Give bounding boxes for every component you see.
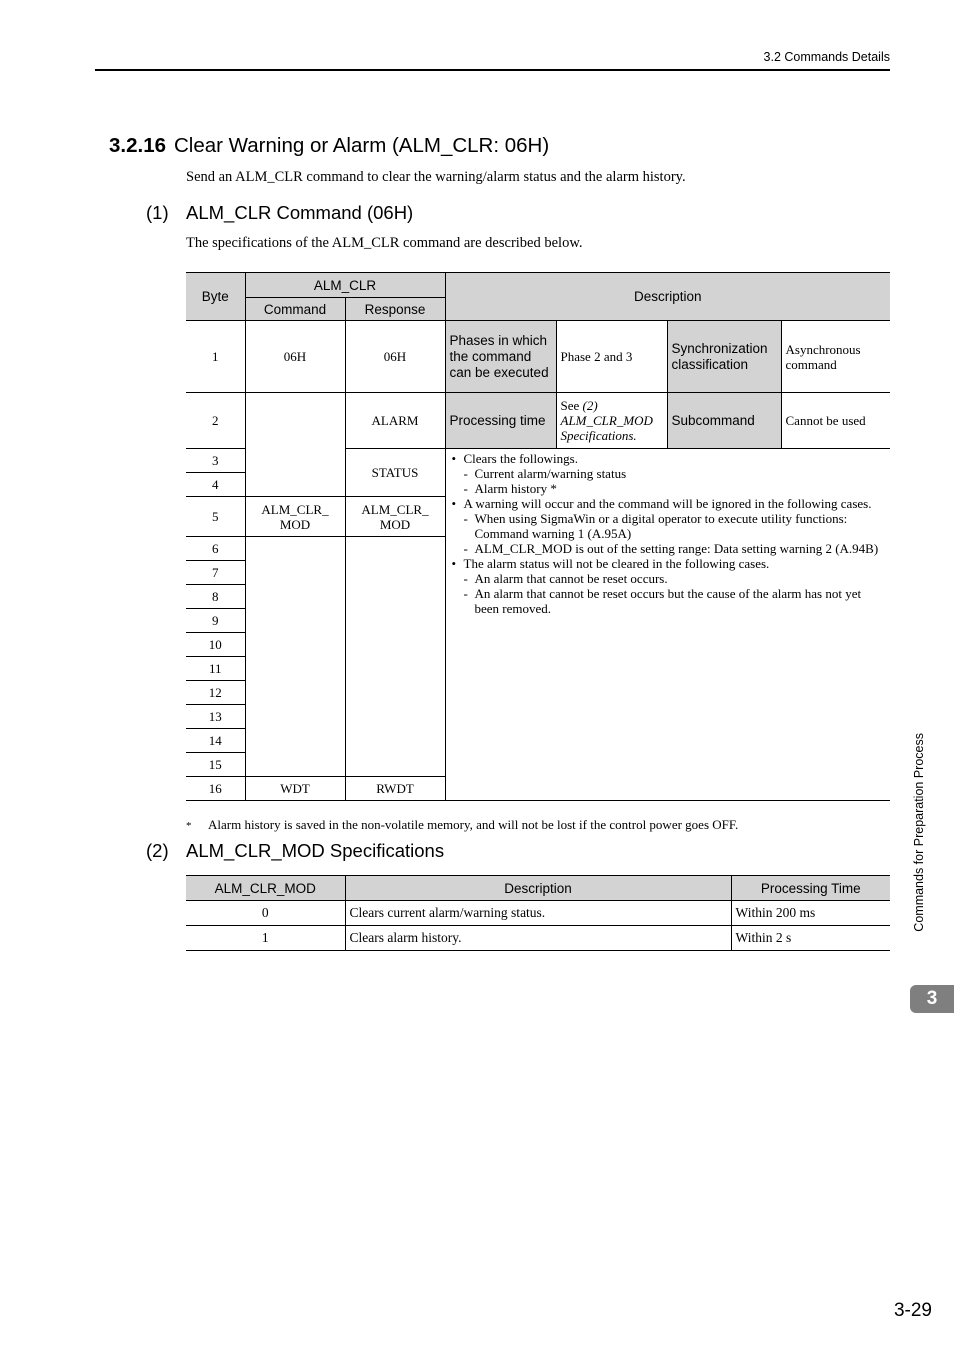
byte-cell: 2: [186, 393, 245, 449]
header-processing-time: Processing Time: [731, 876, 890, 901]
subsection-1-heading: [146, 202, 413, 224]
byte-cell: 9: [186, 609, 245, 633]
table-row: [186, 901, 890, 926]
subsection-2-number: (2): [146, 840, 169, 861]
footnote-text: Alarm history is saved in the non-volatile memory, and will not be lost if the control power goes OFF.: [208, 817, 739, 832]
mod-cell: 0: [186, 901, 345, 926]
table-row: [186, 393, 890, 449]
alm-clr-command-table: [186, 272, 890, 801]
section-intro: Send an ALM_CLR command to clear the warning/alarm status and the alarm history.: [186, 169, 686, 185]
header-description: Description: [445, 273, 890, 321]
byte-cell: 3: [186, 449, 245, 473]
sync-value: Asynchronous command: [781, 321, 890, 393]
description-cell: [445, 449, 890, 801]
subcommand-value: Cannot be used: [781, 393, 890, 449]
phases-label: Phases in which the command can be executed: [445, 321, 556, 393]
mod-cell: 1: [186, 926, 345, 951]
byte-cell: 4: [186, 473, 245, 497]
description-dash-item: - An alarm that cannot be reset occurs.: [452, 571, 885, 586]
response-cell: ALARM: [345, 393, 445, 449]
description-dash-item: - Alarm history *: [452, 481, 885, 496]
byte-cell: 6: [186, 537, 245, 561]
response-cell: 06H: [345, 321, 445, 393]
phases-value: Phase 2 and 3: [556, 321, 667, 393]
section-title-text: Clear Warning or Alarm (ALM_CLR: 06H): [174, 134, 550, 157]
footnote-mark: *: [186, 820, 192, 832]
header-mod: ALM_CLR_MOD: [186, 876, 345, 901]
table-header-row: [186, 273, 890, 298]
subsection-2-heading: [146, 840, 444, 862]
description-dash-item: - ALM_CLR_MOD is out of the setting range: Data setting warning 2 (A.94B): [452, 541, 885, 556]
description-bullet: • The alarm status will not be cleared in the following cases.: [452, 556, 885, 571]
byte-cell: 7: [186, 561, 245, 585]
processing-time-value: [556, 393, 667, 449]
subcommand-label: Subcommand: [667, 393, 781, 449]
byte-cell: 11: [186, 657, 245, 681]
byte-cell: 15: [186, 753, 245, 777]
command-cell: 06H: [245, 321, 345, 393]
header-alm-clr: ALM_CLR: [245, 273, 445, 298]
header-rule: [95, 69, 890, 71]
header-byte: Byte: [186, 273, 245, 321]
chapter-tab: 3: [910, 985, 954, 1013]
command-cell: WDT: [245, 777, 345, 801]
description-cell: Clears current alarm/warning status.: [345, 901, 731, 926]
subsection-1-title: ALM_CLR Command (06H): [186, 202, 414, 223]
chapter-side-title: Commands for Preparation Process: [912, 733, 926, 932]
header-description: Description: [345, 876, 731, 901]
response-cell: RWDT: [345, 777, 445, 801]
header-command: Command: [245, 298, 345, 321]
processing-time-label: Processing time: [445, 393, 556, 449]
subsection-1-intro: The specifications of the ALM_CLR command are described below.: [186, 235, 583, 251]
byte-cell: 10: [186, 633, 245, 657]
table-row: [186, 321, 890, 393]
running-header: 3.2 Commands Details: [763, 50, 890, 64]
time-cell: Within 2 s: [731, 926, 890, 951]
description-dash-item: - Current alarm/warning status: [452, 466, 885, 481]
byte-cell: 16: [186, 777, 245, 801]
response-cell-empty: [345, 537, 445, 777]
section-number: 3.2.16: [109, 134, 166, 157]
byte-cell: 12: [186, 681, 245, 705]
response-cell: ALM_CLR_ MOD: [345, 497, 445, 537]
byte-cell: 5: [186, 497, 245, 537]
byte-cell: 8: [186, 585, 245, 609]
page-number: 3-29: [893, 1300, 932, 1321]
section-title: [109, 134, 549, 158]
footnote: [186, 817, 738, 833]
byte-cell: 13: [186, 705, 245, 729]
subsection-2-title: ALM_CLR_MOD Specifications: [186, 840, 445, 861]
alm-clr-mod-table: [186, 875, 890, 951]
table-row: [186, 926, 890, 951]
description-dash-item: - When using SigmaWin or a digital operator to execute utility functions: Command warning 1 (A.95A): [452, 511, 885, 541]
byte-cell: 1: [186, 321, 245, 393]
description-bullet: • Clears the followings.: [452, 451, 885, 466]
description-cell: Clears alarm history.: [345, 926, 731, 951]
command-cell-empty: [245, 537, 345, 777]
table-header-row: [186, 876, 890, 901]
processing-time-reference: (2) ALM_CLR_MOD Specifications.: [560, 398, 653, 443]
byte-cell: 14: [186, 729, 245, 753]
command-cell-empty: [245, 393, 345, 497]
processing-time-prefix: See: [560, 398, 583, 413]
response-cell: STATUS: [345, 449, 445, 497]
subsection-1-number: (1): [146, 202, 169, 223]
description-bullet: • A warning will occur and the command will be ignored in the following cases.: [452, 496, 885, 511]
command-cell: ALM_CLR_ MOD: [245, 497, 345, 537]
sync-label: Synchronization classification: [667, 321, 781, 393]
header-response: Response: [345, 298, 445, 321]
description-dash-item: - An alarm that cannot be reset occurs but the cause of the alarm has not yet been removed.: [452, 586, 885, 616]
time-cell: Within 200 ms: [731, 901, 890, 926]
